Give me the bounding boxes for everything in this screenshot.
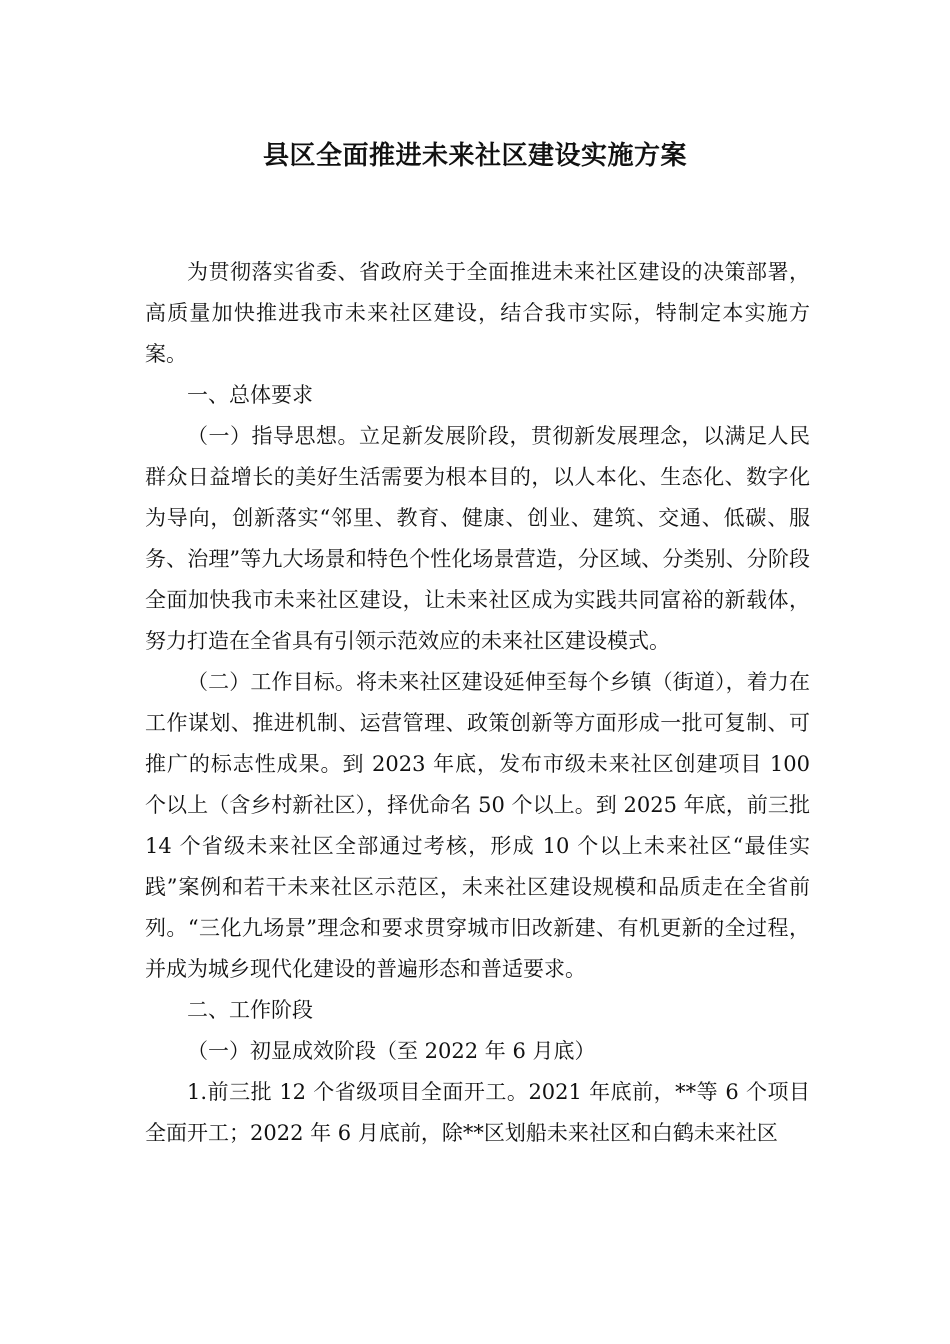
guiding-ideology-paragraph: （一）指导思想。立足新发展阶段，贯彻新发展理念，以满足人民群众日益增长的美好生活需要为根本目的，以人本化、生态化、数字化为导向，创新落实“邻里、教育、健康、创业、建筑、交通、低碳、服务、治理”等九大场景和特色个性化场景营造，分区域、分类别、分阶段全面加快我市未来社区建设，让未来社区成为实践共同富裕的新载体，努力打造在全省具有引领示范效应的未来社区建设模式。 — [145, 424, 810, 653]
work-goals-paragraph: （二）工作目标。将未来社区建设延伸至每个乡镇（街道），着力在工作谋划、推进机制、运营管理、政策创新等方面形成一批可复制、可推广的标志性成果。到 2023 年底，发布市级未来社区创建项目 100 个以上（含乡村新社区），择优命名 50 个以上。到 2025 年底，前三批 14 个省级未来社区全部通过考核，形成 10 个以上未来社区“最佳实践”案例和若干未来社区示范区，未来社区建设规模和品质走在全省前列。“三化九场景”理念和要求贯穿城市旧改新建、有机更新的全过程，并成为城乡现代化建设的普遍形态和普适要求。 — [145, 670, 810, 981]
document-title: 县区全面推进未来社区建设实施方案 — [262, 141, 687, 171]
stage-item-paragraph: 1.前三批 12 个省级项目全面开工。2021 年底前，**等 6 个项目全面开工；2022 年 6 月底前，除**区划船未来社区和白鹤未来社区 — [145, 1080, 810, 1145]
document-body — [145, 252, 810, 1154]
intro-paragraph: 为贯彻落实省委、省政府关于全面推进未来社区建设的决策部署，高质量加快推进我市未来社区建设，结合我市实际，特制定本实施方案。 — [145, 260, 810, 366]
section-heading-work-stages: 二、工作阶段 — [187, 998, 313, 1022]
section-heading-overall-requirements: 一、总体要求 — [187, 383, 313, 407]
subsection-heading-initial-stage: （一）初显成效阶段（至 2022 年 6 月底） — [187, 1039, 596, 1063]
